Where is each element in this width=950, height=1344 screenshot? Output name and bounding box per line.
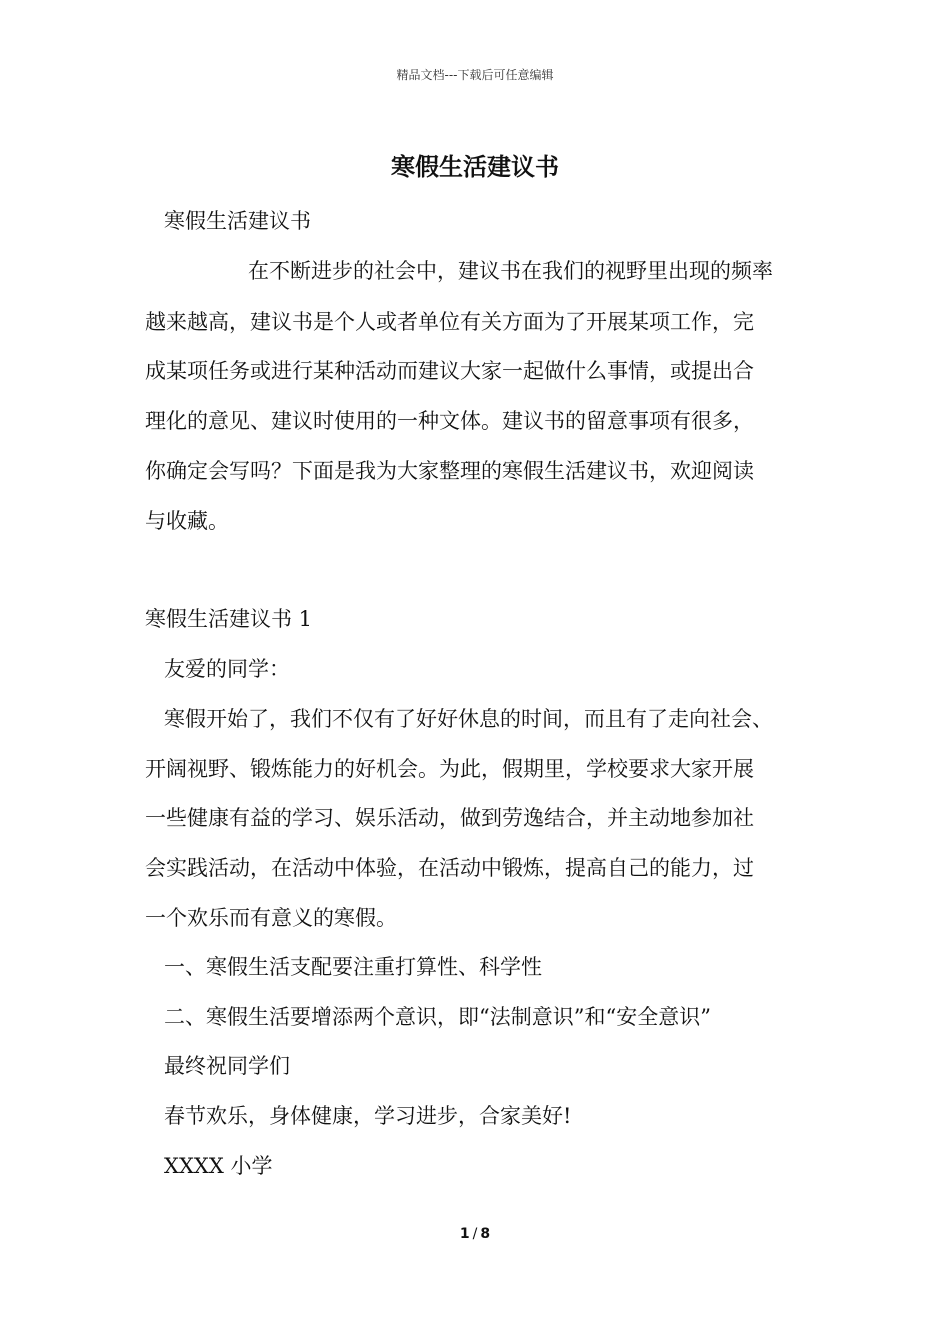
closing-line: 最终祝同学们: [164, 1054, 290, 1078]
body-line-5: 一个欢乐而有意义的寒假。: [145, 906, 397, 930]
intro-line-3: 成某项任务或进行某种活动而建议大家一起做什么事情，或提出合: [145, 359, 754, 383]
current-page: 1: [459, 1226, 470, 1242]
section-heading: 寒假生活建议书 1: [145, 607, 313, 631]
signature-line: XXXX 小学: [164, 1154, 273, 1178]
point-1: 一、寒假生活支配要注重打算性、科学性: [164, 955, 542, 979]
page-separator: /: [472, 1226, 478, 1242]
total-pages: 8: [480, 1226, 491, 1242]
intro-line-4: 理化的意见、建议时使用的一种文体。建议书的留意事项有很多，: [145, 409, 754, 433]
page-number: [0, 1226, 950, 1242]
intro-line-6: 与收藏。: [145, 509, 229, 533]
body-line-4: 会实践活动，在活动中体验，在活动中锻炼，提高自己的能力，过: [145, 856, 754, 880]
page-header: 精品文档---下载后可任意编辑: [396, 68, 554, 82]
point-2: 二、寒假生活要增添两个意识，即“法制意识”和“安全意识”: [164, 1005, 711, 1029]
document-title: 寒假生活建议书: [391, 152, 559, 181]
wishes-line: 春节欢乐，身体健康，学习进步，合家美好!: [164, 1104, 572, 1128]
intro-line-2: 越来越高，建议书是个人或者单位有关方面为了开展某项工作，完: [145, 310, 754, 334]
subtitle-line: 寒假生活建议书: [164, 209, 311, 233]
body-line-2: 开阔视野、锻炼能力的好机会。为此，假期里，学校要求大家开展: [145, 757, 754, 781]
body-line-3: 一些健康有益的学习、娱乐活动，做到劳逸结合，并主动地参加社: [145, 806, 754, 830]
intro-line-1: 在不断进步的社会中，建议书在我们的视野里出现的频率: [248, 259, 773, 283]
intro-line-5: 你确定会写吗？下面是我为大家整理的寒假生活建议书，欢迎阅读: [145, 459, 754, 483]
salutation: 友爱的同学：: [164, 657, 290, 681]
body-line-1: 寒假开始了，我们不仅有了好好休息的时间，而且有了走向社会、: [164, 707, 773, 731]
